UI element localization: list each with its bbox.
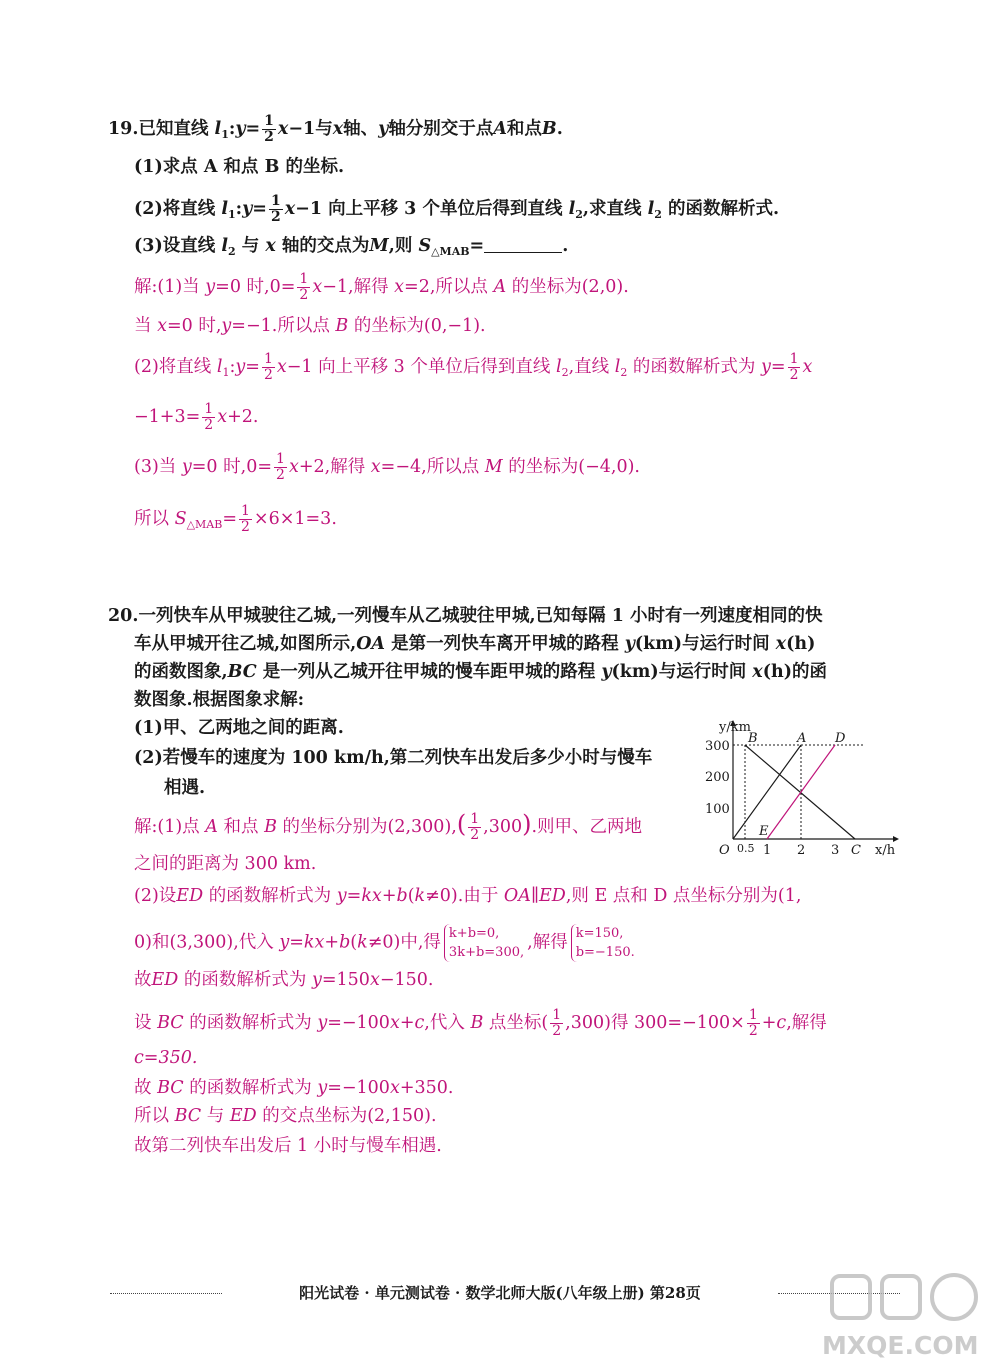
point-B-label: B bbox=[748, 731, 758, 746]
a19-line1: 解:(1)当 y=0 时,0= $\frac{1}{2}$ x−1,解得 x=2,所以点 A 的坐标为(2,0). bbox=[134, 271, 629, 303]
q20-stem-line1: 20.一列快车从甲城驶往乙城,一列慢车从乙城驶往甲城,已知每隔 1 小时有一列速度相同的快 bbox=[108, 606, 823, 626]
q20-part1: (1)甲、乙两地之间的距离. bbox=[134, 718, 344, 738]
q20-stem-line4: 数图象.根据图象求解: bbox=[134, 690, 305, 710]
q19-part3: (3)设直线 $l_2$ 与 x 轴的交点为M,则 $S_{\triangle MAB}=$ . bbox=[134, 236, 569, 258]
page-footer bbox=[110, 1280, 900, 1306]
a20-line7: c=350. bbox=[134, 1048, 198, 1068]
a20-line8: 故 BC 的函数解析式为 y=−100x+350. bbox=[134, 1078, 454, 1098]
answer-stamp-icon bbox=[818, 1270, 993, 1362]
a20-line1: 解:(1)点 A 和点 B 的坐标分别为(2,300),( $\frac{1}{2}$ ,300).则甲、乙两地 bbox=[134, 810, 643, 843]
q20-stem-line2: 车从甲城开往乙城,如图所示,OA 是第一列快车离开甲城的路程 y(km)与运行时间 x(h) bbox=[134, 634, 816, 654]
line-ED bbox=[767, 745, 835, 839]
x-axis-label: x/h bbox=[875, 843, 896, 858]
q20-part2-line2: 相遇. bbox=[164, 778, 206, 798]
xtick-1: 1 bbox=[763, 843, 772, 858]
a20-line6: 设 BC 的函数解析式为 y=−100x+c,代入 B 点坐标( $\frac{1}{2}$ ,300)得 300=−100× $\frac{1}{2}$ +c,解得 bbox=[134, 1007, 827, 1039]
distance-time-graph bbox=[705, 718, 900, 858]
q20-stem-line3: 的函数图象,BC 是一列从乙城开往甲城的慢车距甲城的路程 y(km)与运行时间 x(h)的函 bbox=[134, 662, 828, 682]
footer-dots-left bbox=[110, 1293, 222, 1294]
watermark-text: MXQE.COM bbox=[822, 1331, 979, 1360]
q19-part1: (1)求点 A 和点 B 的坐标. bbox=[134, 157, 345, 177]
point-A-label: A bbox=[797, 731, 807, 746]
a19-line6: 所以 $S_{\triangle MAB}=$ $\frac{1}{2}$ ×6×1=3. bbox=[134, 503, 337, 535]
footer-text: 阳光试卷 · 单元测试卷 · 数学北师大版(八年级上册) 第28页 bbox=[299, 1284, 701, 1302]
a19-line3: (2)将直线 $l_1:y=$ $\frac{1}{2}$ x−1 向上平移 3 个单位后得到直线 $l_2$,直线 $l_2$ 的函数解析式为 y= $\frac{1}{2}$ x bbox=[134, 351, 813, 383]
xtick-2: 2 bbox=[797, 843, 806, 858]
ytick-100: 100 bbox=[705, 802, 730, 817]
answer-blank[interactable] bbox=[484, 236, 562, 253]
origin-label: O bbox=[719, 843, 730, 858]
equation-system-1: k+b=0, 3k+b=300, bbox=[444, 924, 524, 962]
a19-line4: −1+3= $\frac{1}{2}$ x+2. bbox=[134, 401, 259, 433]
equation-system-2: k=150, b=−150. bbox=[571, 924, 635, 962]
ytick-300: 300 bbox=[705, 739, 730, 754]
a19-line2: 当 x=0 时,y=−1.所以点 B 的坐标为(0,−1). bbox=[134, 316, 486, 336]
a20-line3: (2)设ED 的函数解析式为 y=kx+b(k≠0).由于 OA∥ED,则 E 点和 D 点坐标分别为(1, bbox=[134, 886, 802, 906]
q19-part2: (2)将直线 $l_1:y=$ $\frac{1}{2}$ x−1 向上平移 3 个单位后得到直线 $l_2$,求直线 $l_2$ 的函数解析式. bbox=[134, 193, 780, 225]
point-E-label: E bbox=[759, 824, 769, 839]
xtick-0.5: 0.5 bbox=[737, 842, 755, 855]
a20-line4: 0)和(3,300),代入 y=kx+b(k≠0)中,得 k+b=0, 3k+b=300, ,解得 k=150, b=−150. bbox=[134, 926, 635, 960]
a19-line5: (3)当 y=0 时,0= $\frac{1}{2}$ x+2,解得 x=−4,所以点 M 的坐标为(−4,0). bbox=[134, 451, 640, 483]
a20-line5: 故ED 的函数解析式为 y=150x−150. bbox=[134, 970, 434, 990]
q20-part2-line1: (2)若慢车的速度为 100 km/h,第二列快车出发后多少小时与慢车 bbox=[134, 748, 653, 768]
a20-line10: 故第二列快车出发后 1 小时与慢车相遇. bbox=[134, 1136, 442, 1156]
a20-line9: 所以 BC 与 ED 的交点坐标为(2,150). bbox=[134, 1106, 437, 1126]
point-C-label: C bbox=[851, 843, 861, 858]
x-axis-arrow bbox=[893, 836, 899, 842]
y-axis-label: y/km bbox=[719, 720, 751, 735]
q19-stem: 19.已知直线 $l_1:y=$ $\frac{1}{2}$ x−1与x轴、y轴分别交于点A和点B. bbox=[108, 113, 563, 145]
point-D-label: D bbox=[835, 731, 846, 746]
a20-line2: 之间的距离为 300 km. bbox=[134, 854, 317, 874]
ytick-200: 200 bbox=[705, 770, 730, 785]
xtick-3: 3 bbox=[831, 843, 840, 858]
